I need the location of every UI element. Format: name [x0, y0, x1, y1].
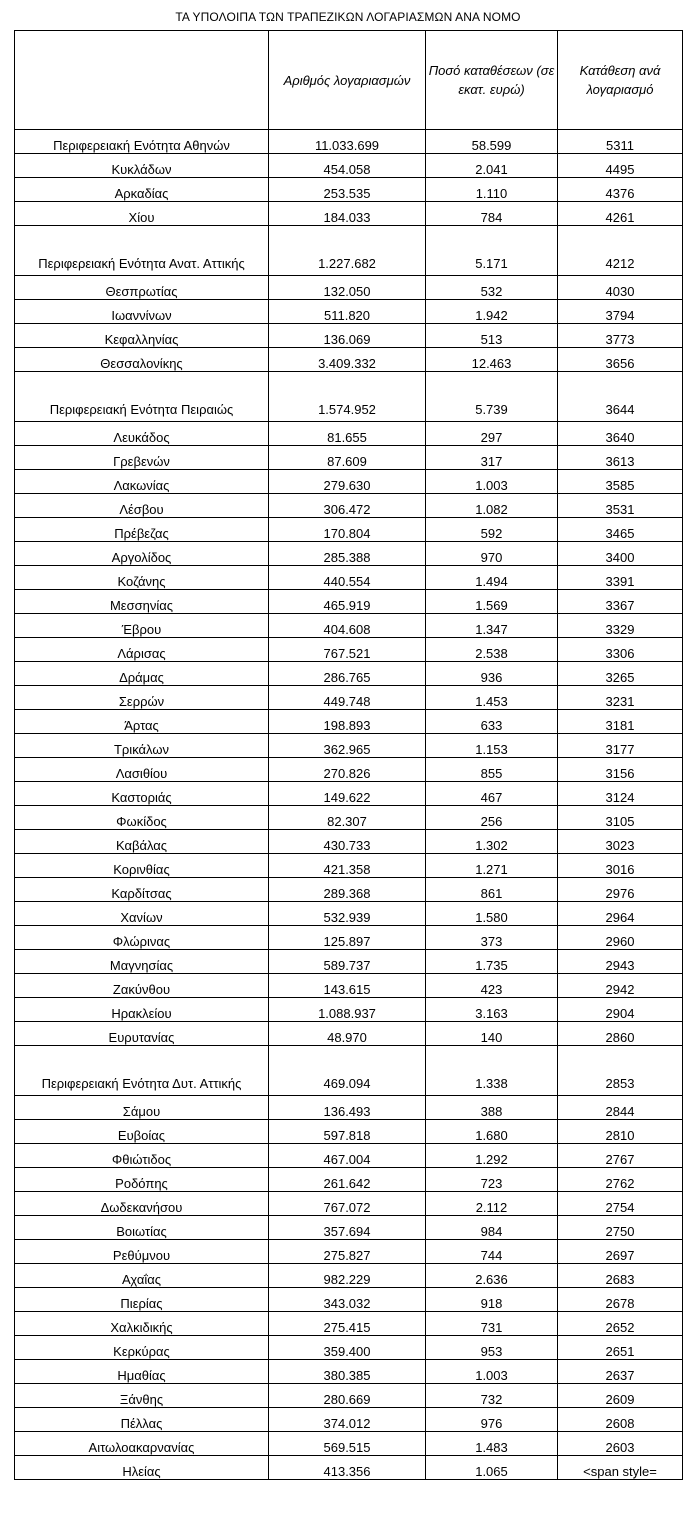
deposits-cell: 467 — [426, 782, 558, 806]
table-row — [15, 300, 683, 324]
per-account-cell: 3640 — [558, 422, 683, 446]
deposits-cell: 1.735 — [426, 950, 558, 974]
table-row — [15, 926, 683, 950]
table-row — [15, 276, 683, 300]
table-row — [15, 614, 683, 638]
per-account-cell: 3585 — [558, 470, 683, 494]
region-cell: Αχαΐας — [15, 1264, 269, 1288]
region-cell: Καρδίτσας — [15, 878, 269, 902]
accounts-cell: 465.919 — [269, 590, 426, 614]
deposits-cell: 918 — [426, 1288, 558, 1312]
header-deposits: Ποσό καταθέσεων (σε εκατ. ευρώ) — [426, 31, 558, 130]
table-row — [15, 710, 683, 734]
header-row — [15, 31, 683, 130]
table-row — [15, 1216, 683, 1240]
accounts-cell: 467.004 — [269, 1144, 426, 1168]
table-row — [15, 446, 683, 470]
deposits-cell: 12.463 — [426, 348, 558, 372]
region-cell: Χίου — [15, 202, 269, 226]
accounts-cell: 253.535 — [269, 178, 426, 202]
deposits-cell: 140 — [426, 1022, 558, 1046]
table-row — [15, 974, 683, 998]
accounts-cell: 1.088.937 — [269, 998, 426, 1022]
accounts-cell: 125.897 — [269, 926, 426, 950]
per-account-cell: 2678 — [558, 1288, 683, 1312]
table-row — [15, 806, 683, 830]
region-cell: Αιτωλοακαρνανίας — [15, 1432, 269, 1456]
deposits-cell: 592 — [426, 518, 558, 542]
per-account-cell: 2942 — [558, 974, 683, 998]
deposits-cell: 1.003 — [426, 1360, 558, 1384]
header-accounts: Αριθμός λογαριασμών — [269, 31, 426, 130]
table-row — [15, 638, 683, 662]
per-account-cell: 3391 — [558, 566, 683, 590]
accounts-cell: 454.058 — [269, 154, 426, 178]
accounts-cell: 136.493 — [269, 1096, 426, 1120]
table-row — [15, 1120, 683, 1144]
deposits-cell: 970 — [426, 542, 558, 566]
accounts-cell: 261.642 — [269, 1168, 426, 1192]
deposits-cell: 1.453 — [426, 686, 558, 710]
region-cell: Βοιωτίας — [15, 1216, 269, 1240]
accounts-cell: 170.804 — [269, 518, 426, 542]
table-row — [15, 226, 683, 276]
region-cell: Περιφερειακή Ενότητα Αθηνών — [15, 130, 269, 154]
per-account-cell: 4212 — [558, 226, 683, 276]
deposits-cell: 1.580 — [426, 902, 558, 926]
table-row — [15, 830, 683, 854]
table-row — [15, 178, 683, 202]
table-row — [15, 878, 683, 902]
per-account-cell: 2762 — [558, 1168, 683, 1192]
region-cell: Περιφερειακή Ενότητα Ανατ. Αττικής — [15, 226, 269, 276]
deposits-cell: 861 — [426, 878, 558, 902]
region-cell: Λάρισας — [15, 638, 269, 662]
accounts-cell: 81.655 — [269, 422, 426, 446]
accounts-cell: 469.094 — [269, 1046, 426, 1096]
accounts-cell: 589.737 — [269, 950, 426, 974]
accounts-cell: 149.622 — [269, 782, 426, 806]
region-cell: Κεφαλληνίας — [15, 324, 269, 348]
region-cell: Φωκίδος — [15, 806, 269, 830]
deposits-cell: 1.302 — [426, 830, 558, 854]
per-account-cell: 2651 — [558, 1336, 683, 1360]
table-row — [15, 662, 683, 686]
accounts-cell: 357.694 — [269, 1216, 426, 1240]
table-row — [15, 1408, 683, 1432]
region-cell: Θεσσαλονίκης — [15, 348, 269, 372]
per-account-cell: 2609 — [558, 1384, 683, 1408]
accounts-cell: 3.409.332 — [269, 348, 426, 372]
deposits-cell: 513 — [426, 324, 558, 348]
per-account-cell: 3644 — [558, 372, 683, 422]
region-cell: Ζακύνθου — [15, 974, 269, 998]
deposits-cell: 1.153 — [426, 734, 558, 758]
region-cell: Χαλκιδικής — [15, 1312, 269, 1336]
region-cell: Άρτας — [15, 710, 269, 734]
table-row — [15, 1096, 683, 1120]
table-row — [15, 1192, 683, 1216]
region-cell: Ηρακλείου — [15, 998, 269, 1022]
region-cell: Κερκύρας — [15, 1336, 269, 1360]
deposits-cell: 731 — [426, 1312, 558, 1336]
region-cell: Κοζάνης — [15, 566, 269, 590]
deposits-cell: 532 — [426, 276, 558, 300]
table-row — [15, 734, 683, 758]
region-cell: Γρεβενών — [15, 446, 269, 470]
per-account-cell: 2697 — [558, 1240, 683, 1264]
deposits-cell: 1.003 — [426, 470, 558, 494]
accounts-cell: 449.748 — [269, 686, 426, 710]
table-row — [15, 854, 683, 878]
per-account-cell: 3794 — [558, 300, 683, 324]
per-account-cell: 3613 — [558, 446, 683, 470]
per-account-cell: 2844 — [558, 1096, 683, 1120]
per-account-cell: 2853 — [558, 1046, 683, 1096]
table-row — [15, 518, 683, 542]
deposits-cell: 2.112 — [426, 1192, 558, 1216]
region-cell: Φθιώτιδος — [15, 1144, 269, 1168]
per-account-cell: 3400 — [558, 542, 683, 566]
per-account-cell: 2754 — [558, 1192, 683, 1216]
table-body — [15, 130, 683, 1480]
per-account-cell: 3265 — [558, 662, 683, 686]
deposits-cell: 1.483 — [426, 1432, 558, 1456]
per-account-cell: 3306 — [558, 638, 683, 662]
accounts-cell: 380.385 — [269, 1360, 426, 1384]
deposits-cell: 1.494 — [426, 566, 558, 590]
region-cell: Καβάλας — [15, 830, 269, 854]
deposits-cell: 297 — [426, 422, 558, 446]
per-account-cell: 3124 — [558, 782, 683, 806]
table-row — [15, 324, 683, 348]
per-account-cell: 3773 — [558, 324, 683, 348]
accounts-cell: 289.368 — [269, 878, 426, 902]
accounts-cell: 767.521 — [269, 638, 426, 662]
per-account-cell: 2976 — [558, 878, 683, 902]
accounts-cell: 275.827 — [269, 1240, 426, 1264]
accounts-cell: 430.733 — [269, 830, 426, 854]
region-cell: Έβρου — [15, 614, 269, 638]
accounts-cell: 343.032 — [269, 1288, 426, 1312]
deposits-cell: 1.680 — [426, 1120, 558, 1144]
accounts-cell: 362.965 — [269, 734, 426, 758]
header-region — [15, 31, 269, 130]
region-cell: Λέσβου — [15, 494, 269, 518]
deposits-cell: 984 — [426, 1216, 558, 1240]
accounts-cell: 404.608 — [269, 614, 426, 638]
accounts-cell: 87.609 — [269, 446, 426, 470]
table-row — [15, 470, 683, 494]
deposits-cell: 1.569 — [426, 590, 558, 614]
table-row — [15, 1336, 683, 1360]
table-row — [15, 950, 683, 974]
per-account-cell: 2964 — [558, 902, 683, 926]
per-account-cell: 3367 — [558, 590, 683, 614]
deposits-cell: 1.292 — [426, 1144, 558, 1168]
per-account-cell: 2810 — [558, 1120, 683, 1144]
deposits-cell: 1.110 — [426, 178, 558, 202]
deposits-cell: 317 — [426, 446, 558, 470]
table-row — [15, 758, 683, 782]
table-row — [15, 1432, 683, 1456]
deposits-cell: 388 — [426, 1096, 558, 1120]
per-account-cell: 2904 — [558, 998, 683, 1022]
per-account-cell: 3156 — [558, 758, 683, 782]
accounts-cell: 569.515 — [269, 1432, 426, 1456]
region-cell: Λευκάδος — [15, 422, 269, 446]
per-account-cell: 3656 — [558, 348, 683, 372]
table-row — [15, 1384, 683, 1408]
region-cell: Πέλλας — [15, 1408, 269, 1432]
region-cell: Δράμας — [15, 662, 269, 686]
accounts-cell: 11.033.699 — [269, 130, 426, 154]
per-account-cell: 2860 — [558, 1022, 683, 1046]
per-account-cell: 4376 — [558, 178, 683, 202]
region-cell: Ξάνθης — [15, 1384, 269, 1408]
accounts-cell: 374.012 — [269, 1408, 426, 1432]
table-row — [15, 1240, 683, 1264]
per-account-cell: 2603 — [558, 1432, 683, 1456]
region-cell: Περιφερειακή Ενότητα Πειραιώς — [15, 372, 269, 422]
region-cell: Ροδόπης — [15, 1168, 269, 1192]
table-row — [15, 1360, 683, 1384]
deposits-cell: 855 — [426, 758, 558, 782]
table-row — [15, 1168, 683, 1192]
per-account-cell: 2767 — [558, 1144, 683, 1168]
deposits-cell: 1.347 — [426, 614, 558, 638]
accounts-cell: 280.669 — [269, 1384, 426, 1408]
region-cell: Ρεθύμνου — [15, 1240, 269, 1264]
deposits-cell: 1.082 — [426, 494, 558, 518]
region-cell: Αρκαδίας — [15, 178, 269, 202]
accounts-cell: 198.893 — [269, 710, 426, 734]
deposits-cell: 1.338 — [426, 1046, 558, 1096]
accounts-cell: 285.388 — [269, 542, 426, 566]
region-cell: Φλώρινας — [15, 926, 269, 950]
deposits-cell: 633 — [426, 710, 558, 734]
deposits-cell: 1.271 — [426, 854, 558, 878]
region-cell: Πιερίας — [15, 1288, 269, 1312]
deposits-cell: 1.065 — [426, 1456, 558, 1480]
per-account-cell: 2750 — [558, 1216, 683, 1240]
per-account-cell: 3016 — [558, 854, 683, 878]
region-cell: Ιωαννίνων — [15, 300, 269, 324]
accounts-cell: 767.072 — [269, 1192, 426, 1216]
region-cell: Ημαθίας — [15, 1360, 269, 1384]
region-cell: Μεσσηνίας — [15, 590, 269, 614]
region-cell: Πρέβεζας — [15, 518, 269, 542]
per-account-cell: 3531 — [558, 494, 683, 518]
accounts-cell: 511.820 — [269, 300, 426, 324]
region-cell: Μαγνησίας — [15, 950, 269, 974]
accounts-cell: 132.050 — [269, 276, 426, 300]
per-account-cell: 4495 — [558, 154, 683, 178]
per-account-cell: 3231 — [558, 686, 683, 710]
per-account-cell: 4030 — [558, 276, 683, 300]
table-row — [15, 1456, 683, 1480]
deposits-cell: 723 — [426, 1168, 558, 1192]
accounts-cell: 532.939 — [269, 902, 426, 926]
per-account-cell: <span style= — [558, 1456, 683, 1480]
deposits-cell: 5.171 — [426, 226, 558, 276]
table-row — [15, 1022, 683, 1046]
region-cell: Κυκλάδων — [15, 154, 269, 178]
region-cell: Ευβοίας — [15, 1120, 269, 1144]
table-row — [15, 422, 683, 446]
per-account-cell: 3023 — [558, 830, 683, 854]
accounts-cell: 982.229 — [269, 1264, 426, 1288]
region-cell: Λασιθίου — [15, 758, 269, 782]
table-row — [15, 1264, 683, 1288]
accounts-cell: 184.033 — [269, 202, 426, 226]
accounts-cell: 1.574.952 — [269, 372, 426, 422]
deposits-cell: 5.739 — [426, 372, 558, 422]
per-account-cell: 4261 — [558, 202, 683, 226]
deposits-cell: 256 — [426, 806, 558, 830]
per-account-cell: 5311 — [558, 130, 683, 154]
table-row — [15, 566, 683, 590]
region-cell: Σάμου — [15, 1096, 269, 1120]
table-row — [15, 998, 683, 1022]
table-row — [15, 542, 683, 566]
table-row — [15, 1288, 683, 1312]
region-cell: Τρικάλων — [15, 734, 269, 758]
per-account-cell: 3177 — [558, 734, 683, 758]
deposits-cell: 936 — [426, 662, 558, 686]
region-cell: Δωδεκανήσου — [15, 1192, 269, 1216]
accounts-cell: 82.307 — [269, 806, 426, 830]
per-account-cell: 2683 — [558, 1264, 683, 1288]
accounts-table — [14, 30, 683, 1480]
deposits-cell: 3.163 — [426, 998, 558, 1022]
per-account-cell: 2637 — [558, 1360, 683, 1384]
table-row — [15, 372, 683, 422]
per-account-cell: 3329 — [558, 614, 683, 638]
accounts-cell: 275.415 — [269, 1312, 426, 1336]
accounts-cell: 279.630 — [269, 470, 426, 494]
accounts-cell: 136.069 — [269, 324, 426, 348]
region-cell: Θεσπρωτίας — [15, 276, 269, 300]
table-row — [15, 1144, 683, 1168]
accounts-cell: 413.356 — [269, 1456, 426, 1480]
per-account-cell: 2608 — [558, 1408, 683, 1432]
deposits-cell: 976 — [426, 1408, 558, 1432]
region-cell: Καστοριάς — [15, 782, 269, 806]
region-cell: Περιφερειακή Ενότητα Δυτ. Αττικής — [15, 1046, 269, 1096]
accounts-cell: 421.358 — [269, 854, 426, 878]
accounts-cell: 270.826 — [269, 758, 426, 782]
deposits-cell: 732 — [426, 1384, 558, 1408]
region-cell: Ηλείας — [15, 1456, 269, 1480]
accounts-cell: 440.554 — [269, 566, 426, 590]
region-cell: Αργολίδος — [15, 542, 269, 566]
region-cell: Σερρών — [15, 686, 269, 710]
accounts-cell: 48.970 — [269, 1022, 426, 1046]
table-row — [15, 494, 683, 518]
per-account-cell: 2960 — [558, 926, 683, 950]
per-account-cell: 2652 — [558, 1312, 683, 1336]
table-row — [15, 1312, 683, 1336]
per-account-cell: 2943 — [558, 950, 683, 974]
accounts-cell: 286.765 — [269, 662, 426, 686]
deposits-cell: 2.636 — [426, 1264, 558, 1288]
deposits-cell: 953 — [426, 1336, 558, 1360]
per-account-cell: 3465 — [558, 518, 683, 542]
table-row — [15, 902, 683, 926]
per-account-cell: 3105 — [558, 806, 683, 830]
accounts-cell: 306.472 — [269, 494, 426, 518]
table-title: ΤΑ ΥΠΟΛΟΙΠΑ ΤΩΝ ΤΡΑΠΕΖΙΚΩΝ ΛΟΓΑΡΙΑΣΜΩΝ ΑΝΑ ΝΟΜΟ — [175, 10, 521, 24]
region-cell: Λακωνίας — [15, 470, 269, 494]
table-row — [15, 348, 683, 372]
accounts-cell: 143.615 — [269, 974, 426, 998]
per-account-cell: 3181 — [558, 710, 683, 734]
deposits-cell: 2.041 — [426, 154, 558, 178]
table-row — [15, 590, 683, 614]
table-row — [15, 154, 683, 178]
table-row — [15, 202, 683, 226]
deposits-cell: 2.538 — [426, 638, 558, 662]
accounts-cell: 1.227.682 — [269, 226, 426, 276]
region-cell: Κορινθίας — [15, 854, 269, 878]
region-cell: Ευρυτανίας — [15, 1022, 269, 1046]
accounts-cell: 359.400 — [269, 1336, 426, 1360]
accounts-cell: 597.818 — [269, 1120, 426, 1144]
table-row — [15, 686, 683, 710]
header-deposit-per-account: Κατάθεση ανά λογαριασμό — [558, 31, 683, 130]
region-cell: Χανίων — [15, 902, 269, 926]
table-row — [15, 1046, 683, 1096]
deposits-cell: 784 — [426, 202, 558, 226]
deposits-cell: 373 — [426, 926, 558, 950]
deposits-cell: 1.942 — [426, 300, 558, 324]
deposits-cell: 58.599 — [426, 130, 558, 154]
table-row — [15, 130, 683, 154]
deposits-cell: 744 — [426, 1240, 558, 1264]
table-row — [15, 782, 683, 806]
deposits-cell: 423 — [426, 974, 558, 998]
